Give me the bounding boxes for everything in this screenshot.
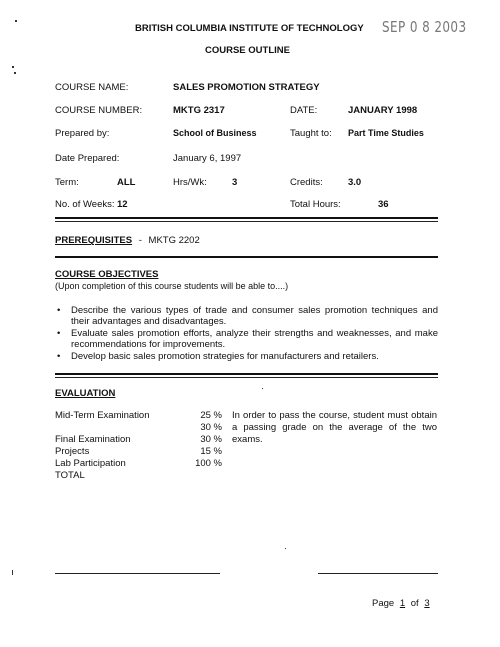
total-hours-label: Total Hours: [290,199,341,210]
course-name-value: SALES PROMOTION STRATEGY [173,82,320,93]
prerequisites-value: MKTG 2202 [148,235,200,246]
scan-speck [12,570,13,575]
prerequisites-divider [55,256,438,258]
eval-row-pct: 30 % [200,422,222,433]
info-divider-bottom [55,221,438,222]
prepared-by-label: Prepared by: [55,128,110,139]
eval-row-label: Lab Participation [55,458,126,469]
list-item [55,328,438,350]
footer-rule-right [318,573,438,574]
eval-row-label: Mid-Term Examination [55,410,150,421]
objective-text: Describe the various types of trade and consumer sales promotion techniques and their advantages and disadvantages. [71,305,438,327]
prerequisites-line [55,235,200,246]
credits-label: Credits: [290,177,323,188]
course-number-label: COURSE NUMBER: [55,105,143,116]
course-name-label: COURSE NAME: [55,82,129,93]
hrs-wk-value: 3 [232,177,238,188]
received-stamp: SEP 0 8 2003 [382,18,467,36]
objective-text: Evaluate sales promotion efforts, analyze their strengths and weaknesses, and make recommendations for improvements. [71,328,438,350]
prerequisites-label: PREREQUISITES [55,235,133,246]
page-total: 3 [424,598,430,609]
term-label: Term: [55,177,79,188]
taught-to-label: Taught to: [290,128,332,139]
scan-speck [12,66,14,68]
eval-row-label: TOTAL [55,470,85,481]
taught-to-value: Part Time Studies [348,128,424,138]
objectives-intro: (Upon completion of this course students will be able to....) [55,281,289,291]
bullet-icon: • [57,305,61,316]
eval-row-pct: 15 % [200,446,222,457]
weeks-label: No. of Weeks: [55,199,115,210]
eval-row-pct: 30 % [200,434,222,445]
prerequisites-separator: - [138,235,142,246]
eval-row-pct: 100 % [195,458,222,469]
objective-text: Develop basic sales promotion strategies for manufacturers and retailers. [71,351,379,362]
date-prepared-label: Date Prepared: [55,153,120,164]
weeks-value: 12 [117,199,128,210]
objectives-heading: COURSE OBJECTIVES [55,269,159,280]
scan-speck [15,20,17,22]
term-value: ALL [117,177,136,188]
eval-row-label: Projects [55,446,90,457]
document-title: COURSE OUTLINE [205,45,290,56]
evaluation-heading: EVALUATION [55,388,116,399]
footer-rule-left [55,573,220,574]
scan-speck [14,72,16,74]
bullet-icon: • [57,351,61,362]
hrs-wk-label: Hrs/Wk: [173,177,207,188]
eval-row-pct: 25 % [200,410,222,421]
course-number-value: MKTG 2317 [173,105,225,116]
eval-row-label: Final Examination [55,434,131,445]
date-prepared-value: January 6, 1997 [173,153,242,164]
evaluation-note: In order to pass the course, student must obtain a passing grade on the average of the two exams. [232,410,437,445]
total-hours-value: 36 [378,199,389,210]
date-value: JANUARY 1998 [348,105,418,116]
objectives-divider-bottom [55,377,438,378]
scan-speck [262,388,263,389]
page-of: of [410,598,419,609]
info-divider-top [55,217,438,219]
institution-name: BRITISH COLUMBIA INSTITUTE OF TECHNOLOGY [135,23,364,34]
page-prefix: Page [372,598,395,609]
scan-speck [285,548,286,549]
list-item [55,305,438,327]
prepared-by-value: School of Business [173,128,257,138]
credits-value: 3.0 [348,177,362,188]
page-number [372,598,433,609]
bullet-icon: • [57,328,61,339]
date-label: DATE: [290,105,318,116]
list-item [55,351,438,362]
objectives-list [55,305,438,363]
page-current: 1 [399,598,406,609]
objectives-divider-top [55,373,438,375]
